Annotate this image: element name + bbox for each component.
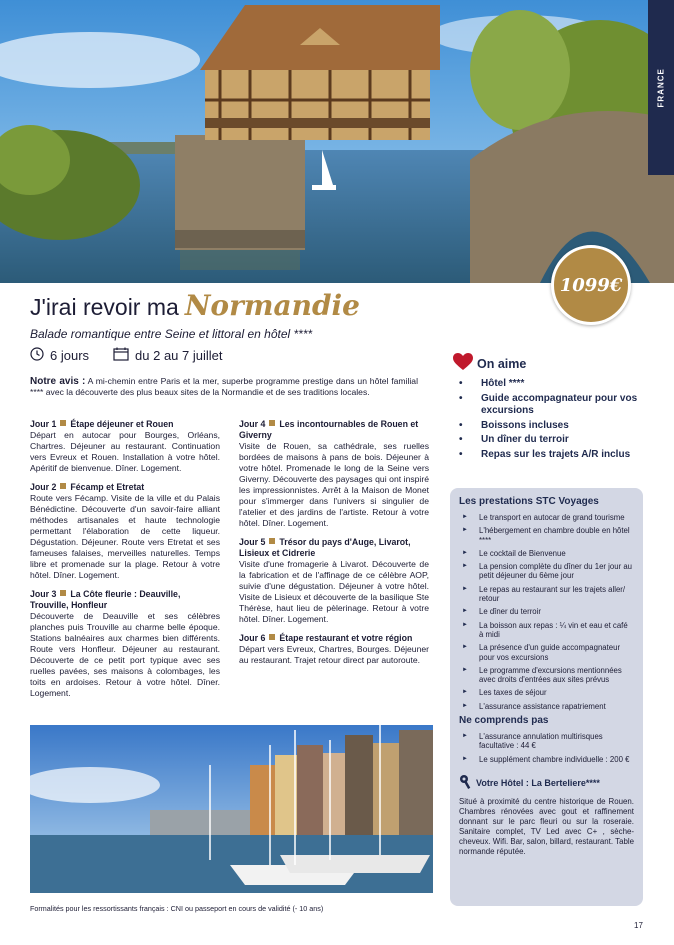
list-item: ► L'assurance assistance rapatriement — [459, 702, 634, 711]
day-block — [239, 419, 429, 529]
prestations-panel — [450, 488, 643, 906]
list-item: • Hôtel **** — [453, 378, 643, 391]
day-text: Route vers Fécamp. Visite de la ville et du Palais Bénédictine. Découverte d'un savoir-faire alliant méthodes artisanales et haute technologie permettant l'élaboration de cette liqueur. Dégustation. Déjeuner. Route vers Etretat et ses fameuses falaises, merveilles naturelles. Temps libre et promenade sur la plage. Retour à votre hôtel. Dîner. Logement. — [30, 493, 220, 580]
day-block — [30, 482, 220, 581]
not-included-title: Ne comprends pas — [459, 715, 549, 727]
list-item: ► Le cocktail de Bienvenue — [459, 549, 634, 558]
list-item: ► La présence d'un guide accompagnateur pour vos excursions — [459, 643, 634, 662]
side-tab-label: FRANCE — [656, 68, 666, 108]
list-item: ► Le programme d'excursions mentionnées avec droits d'entrées aux sites prévus — [459, 666, 634, 685]
day-title: Jour 4 Les incontournables de Rouen et Giverny — [239, 419, 419, 440]
day-block — [30, 589, 220, 699]
list-item: • Repas sur les trajets A/R inclus — [453, 449, 643, 462]
hero-photo-normandy-mill — [0, 0, 674, 283]
list-item: ► Le repas au restaurant sur les trajets aller/ retour — [459, 585, 634, 604]
list-item: ► L'assurance annulation multirisques facultative : 44 € — [459, 732, 634, 751]
on-aime-heading — [453, 353, 643, 374]
list-item: ► Les taxes de séjour — [459, 688, 634, 697]
page-number: 17 — [634, 921, 643, 930]
day-text: Visite d'une fromagerie à Livarot. Découverte de la fabrication et de l'affinage de ce célèbre AOP, suivie d'une dégustation. Déjeuner à votre hôtel. Visite de Lisieux et découverte de la basilique Ste Thérèse, haut lieu de pèlerinage. Retour à votre hôtel. Dîner. Logement. — [239, 559, 429, 624]
day-title: Jour 3 La Côte fleurie : Deauville, Trouville, Honfleur — [30, 589, 181, 610]
day-text: Visite de Rouen, sa cathédrale, ses ruelles bordées de maisons à pans de bois. Déjeuner à votre hôtel. Promenade le long de la Seine vers Giverny. Découverte des paysages qui ont inspiré les impressionnistes. Arrêt à la Maison de Monet pour s'immerger dans l'univers si singulier de l'atelier et des jardins de l'artiste. Retour à votre hôtel. Dîner. Logement. — [239, 441, 429, 528]
page-title — [30, 289, 360, 329]
calendar-icon — [113, 347, 129, 364]
day-text: Départ en autocar pour Bourges, Orléans, Chartres. Déjeuner au restaurant. Continuation vers Evreux et Rouen. Installation à votre hôtel. Apéritif de bienvenue. Dîner. Logement. — [30, 430, 220, 473]
prestations-title: Les prestations STC Voyages — [459, 496, 599, 507]
day-title: Jour 6 Étape restaurant et votre région — [239, 633, 413, 643]
on-aime-list — [453, 378, 643, 461]
prestations-list — [459, 513, 634, 711]
itinerary-column-middle — [239, 419, 429, 674]
day-block — [30, 419, 220, 474]
day-block — [239, 633, 429, 666]
page-subtitle: Balade romantique entre Seine et littoral en hôtel **** — [30, 327, 313, 341]
day-text: Départ vers Evreux, Chartres, Bourges. Déjeuner au restaurant. Trajet retour direct par autoroute. — [239, 644, 429, 665]
list-item: ► Le transport en autocar de grand tourisme — [459, 513, 634, 522]
side-tab — [648, 0, 674, 175]
on-aime-title: On aime — [477, 356, 527, 371]
list-item: ► La pension complète du dîner du 1er jour au petit déjeuner du 6ème jour — [459, 562, 634, 581]
trip-facts — [30, 347, 222, 364]
price-value: 1099€ — [559, 274, 623, 296]
itinerary-column-left — [30, 419, 220, 707]
not-included-list — [459, 732, 634, 764]
list-item: • Un dîner du terroir — [453, 434, 643, 447]
hotel-title: Votre Hôtel : La Berteliere**** — [476, 777, 600, 788]
harbour-photo-honfleur — [30, 725, 433, 893]
hotel-key-icon — [459, 774, 476, 792]
day-title: Jour 1 Étape déjeuner et Rouen — [30, 419, 174, 429]
dates: du 2 au 7 juillet — [135, 348, 223, 363]
day-title: Jour 5 Trésor du pays d'Auge, Livarot, Lisieux et Cidrerie — [239, 537, 411, 558]
title-prefix: J'irai revoir ma — [30, 294, 179, 320]
clock-icon — [30, 347, 44, 364]
notre-avis-text: A mi-chemin entre Paris et la mer, superbe programme prestige dans un hôtel familial **** avec la découverte des plus beaux sites de la Normandie et de ses traditions locales. — [30, 376, 418, 397]
list-item: • Boissons incluses — [453, 420, 643, 433]
list-item: • Guide accompagnateur pour vos excursions — [453, 393, 643, 418]
formalites-note: Formalités pour les ressortissants français : CNI ou passeport en cours de validité (- 10 ans) — [30, 904, 324, 913]
price-badge — [551, 245, 631, 325]
day-text: Découverte de Deauville et ses célèbres planches puis Trouville au charme belle époque. Stations balnéaires aux charmes bien différents. Route vers Honfleur. Déjeuner au restaurant. Découverte de ce petit port typique avec ses ruelles pavées, ses maisons à colombages, les toits en ardoises. Retour à votre hôtel. Dîner. Logement. — [30, 611, 220, 698]
duration: 6 jours — [50, 348, 90, 363]
day-block — [239, 537, 429, 625]
heart-icon — [453, 353, 477, 374]
day-title: Jour 2 Fécamp et Etretat — [30, 482, 145, 492]
on-aime-box — [453, 353, 643, 463]
list-item: ► L'hébergement en chambre double en hôtel **** — [459, 526, 634, 545]
notre-avis — [30, 376, 418, 398]
notre-avis-label: Notre avis : — [30, 376, 86, 387]
title-destination: Normandie — [184, 289, 360, 322]
list-item: ► La boisson aux repas : ¼ vin et eau et café à midi — [459, 621, 634, 640]
hotel-heading — [459, 774, 634, 792]
hotel-description: Situé à proximité du centre historique de Rouen. Chambres rénovées avec gout et raffinement donnant sur le parc fleuri ou sur la roseraie. Sanitaire complet, TV Led avec C+ , sèche-cheveux. Wifi. Bar, salon, billard, restaurant. Table normande réputée. — [459, 796, 634, 856]
list-item: ► Le supplément chambre individuelle : 200 € — [459, 755, 634, 764]
list-item: ► Le dîner du terroir — [459, 607, 634, 616]
